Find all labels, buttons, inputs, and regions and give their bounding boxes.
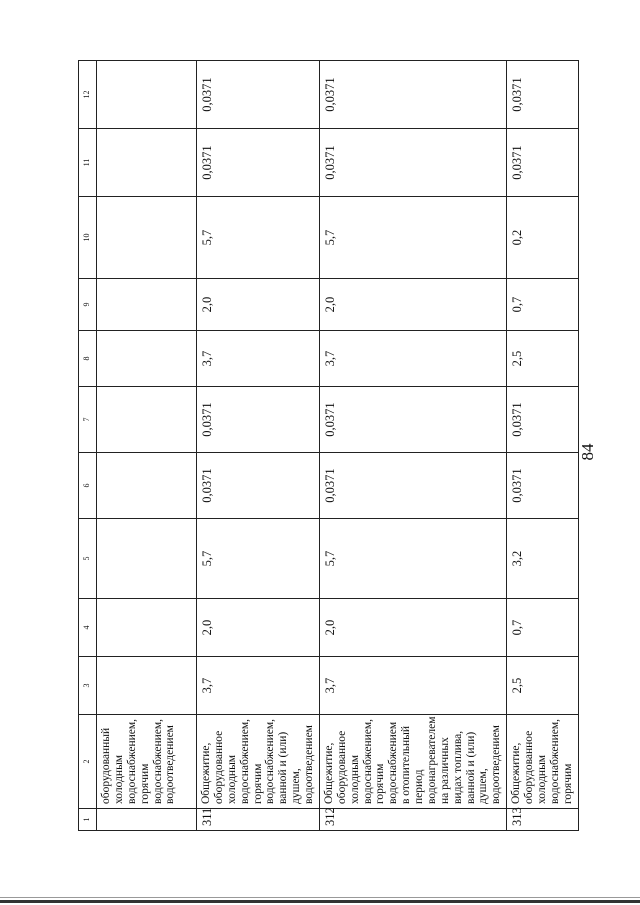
table-row	[319, 61, 506, 831]
table-cell	[96, 387, 196, 453]
table-cell: 0,0371	[196, 129, 319, 197]
column-header: 11	[78, 129, 96, 197]
scan-edge-line	[0, 897, 640, 898]
table-cell: 0,0371	[506, 61, 577, 129]
column-header: 9	[78, 279, 96, 331]
row-description: Общежитие, оборудованное холодным водоснабжением, горячим	[506, 715, 577, 809]
rotated-table-container	[78, 61, 574, 831]
table-cell: 0,0371	[196, 453, 319, 519]
table-cell: 0,0371	[196, 387, 319, 453]
column-header: 4	[78, 599, 96, 657]
table-cell	[96, 197, 196, 279]
column-header: 6	[78, 453, 96, 519]
table-cell: 3,7	[319, 331, 506, 387]
table-cell: 3,7	[196, 657, 319, 715]
table-cell	[96, 599, 196, 657]
row-description: оборудованный холодным водоснабжением, горячим водоснабжением, водоотведением	[96, 715, 196, 809]
table-cell: 5,7	[319, 519, 506, 599]
table-row	[96, 61, 196, 831]
table-cell: 3,7	[319, 657, 506, 715]
row-description: Общежитие, оборудованное холодным водоснабжением, горячим водоснабжением, ванной и (или) душем, водоотведением	[196, 715, 319, 809]
norms-table	[78, 60, 579, 831]
table-cell: 0,0371	[319, 129, 506, 197]
row-description: Общежитие, оборудованное холодным водоснабжением, горячим водоснабжением в отопительный период водонагревателем на различных видах топлива, ванной и (или) душем, водоотведением	[319, 715, 506, 809]
table-cell	[96, 129, 196, 197]
table-cell: 5,7	[196, 519, 319, 599]
row-number	[96, 809, 196, 831]
table-cell: 0,0371	[506, 387, 577, 453]
page-number: 84	[578, 443, 597, 461]
column-header: 8	[78, 331, 96, 387]
table-cell: 3,7	[196, 331, 319, 387]
table-cell	[96, 279, 196, 331]
table-header-row	[78, 61, 96, 831]
table-cell: 0,7	[506, 279, 577, 331]
table-cell: 0,7	[506, 599, 577, 657]
column-header: 2	[78, 715, 96, 809]
table-cell: 0,0371	[506, 453, 577, 519]
table-cell: 0,2	[506, 197, 577, 279]
table-cell: 2,0	[196, 599, 319, 657]
column-header: 10	[78, 197, 96, 279]
row-number: 313	[506, 809, 577, 831]
table-cell: 0,0371	[196, 61, 319, 129]
row-number: 312	[319, 809, 506, 831]
table-cell: 0,0371	[319, 61, 506, 129]
table-cell: 2,5	[506, 331, 577, 387]
table-row	[506, 61, 577, 831]
table-cell: 5,7	[319, 197, 506, 279]
table-cell: 5,7	[196, 197, 319, 279]
table-cell	[96, 657, 196, 715]
table-cell: 2,0	[319, 279, 506, 331]
row-number: 311	[196, 809, 319, 831]
table-row	[196, 61, 319, 831]
table-cell: 2,0	[319, 599, 506, 657]
table-cell: 0,0371	[319, 453, 506, 519]
table-cell: 2,0	[196, 279, 319, 331]
table-cell: 0,0371	[319, 387, 506, 453]
table-cell	[96, 519, 196, 599]
table-cell	[96, 61, 196, 129]
table-cell	[96, 331, 196, 387]
table-cell: 0,0371	[506, 129, 577, 197]
column-header: 12	[78, 61, 96, 129]
table-cell: 2,5	[506, 657, 577, 715]
table-cell: 3,2	[506, 519, 577, 599]
column-header: 7	[78, 387, 96, 453]
column-header: 3	[78, 657, 96, 715]
column-header: 5	[78, 519, 96, 599]
table-cell	[96, 453, 196, 519]
scan-edge-band	[0, 900, 640, 903]
column-header: 1	[78, 809, 96, 831]
